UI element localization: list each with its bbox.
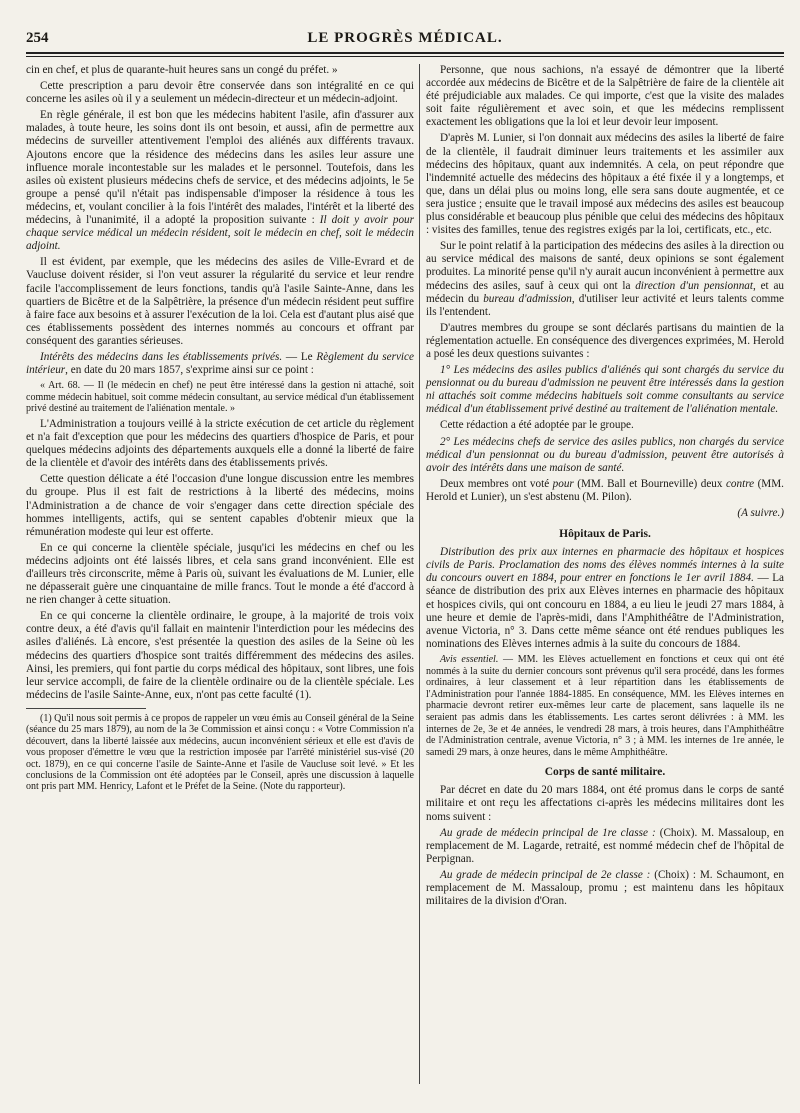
paragraph: D'après M. Lunier, si l'on donnait aux médecins des asiles la liberté de faire de la clientèle, il faudrait diminuer leurs traitements et les assimiler aux médecins des hôpitaux, quant aux indemnités. A cela, on peut répondre que l'indemnité actuelle des médecins des hôpitaux a été fixée il y a longtemps, et que, dans un délai plus ou moins long, elle sera sans doute augmentée, et ce sera justice ; ensuite que le travail imposé aux médecins des asiles est beaucoup plus considérable et beaucoup plus pénible que celui des médecins des hôpitaux : visites des familles, tenue des registres exigés par la loi, certificats, etc., etc.	[426, 132, 784, 237]
paragraph	[426, 869, 784, 908]
grade-label: Au grade de médecin principal de 2e classe :	[440, 868, 651, 881]
italic-term: pour	[552, 477, 574, 490]
paragraph-text: Sur le point relatif à la participation des médecins des asiles à la direction ou au service médical des maisons de santé, deux opinions se sont également produites. La minorité pense qu'il n'y aurait aucun inconvénient à permettre aux médecins des asiles, sauf à ceux qui ont la	[426, 240, 784, 292]
footnote: (1) Qu'il nous soit permis à ce propos de rappeler un vœu émis au Conseil général de la Seine (séance du 25 mars 1879), au nom de la 3e Commission et ainsi conçu : « Votre Commission n'a découvert, dans la liberté laissée aux médecins, aucun inconvénient sérieux et elle est d'avis de vous proposer d'émettre le vœu que la restriction imposée par l'arrêté ministériel sus-visé (20 oct. 1879), en ce qui concerne l'asile de Sainte-Anne et l'asile de Vaucluse soit levé. » Et les conclusions de la Commission ont été adoptées par le Conseil, après une discussion à laquelle ont pris part MM. Henricy, Lafont et le Préfet de la Seine. (Note du rapporteur).	[26, 712, 414, 793]
question-2: 2° Les médecins chefs de service des asiles publics, non chargés du service médical d'un pensionnat ou du bureau d'admission, peuvent être autorisés à avoir des intérêts dans une maison de santé.	[426, 435, 784, 474]
paragraph: Il est évident, par exemple, que les médecins des asiles de Ville-Evrard et de Vaucluse doivent résider, si l'on veut assurer la régularité du service et leur rendre facile l'accomplissement de leurs fonctions, tandis qu'à l'asile Sainte-Anne, dans les quartiers de Bicêtre et de la Salpêtrière, la présence d'un médecin résident peut suffire à faire face aux besoins et à assurer l'exécution de la loi. Cela est d'autant plus aisé que ces établissements possèdent des internes nommés au concours et offrant par conséquent des garanties sérieuses.	[26, 256, 414, 347]
paragraph: Cette rédaction a été adoptée par le groupe.	[440, 419, 634, 432]
paragraph: En ce qui concerne la clientèle ordinaire, le groupe, à la majorité de trois voix contre deux, a été d'avis qu'il fallait en maintenir l'interdiction pour les médecins des asiles d'aliénés. Là encore, s'est présentée la question des asiles de la Seine où les médecins des quartiers d'hospice sont traités différemment des médecins des asiles. Ainsi, les premiers, qui font partie du corps médical des hôpitaux, sont libres, une fois leur service accompli, de faire de la clientèle ordinaire ou de la clientèle spéciale. Les médecins de l'asile Sainte-Anne, eux, n'ont pas cette faculté (1).	[26, 610, 414, 701]
paragraph: Personne, que nous sachions, n'a essayé de démontrer que la liberté accordée aux médecins de Bicêtre et de la Salpêtrière de faire de la clientèle ait été préjudiciable aux malades. Ce qui importe, c'est que la visite des malades soit faite régulièrement et avec soin, et que les médecins remplissent exactement les obligations que la loi et leur devoir leur imposent.	[426, 64, 784, 129]
proposition-text: Il doit y avoir pour chaque service médical un médecin résident, soit le médecin en chef, soit le médecin adjoint.	[26, 214, 414, 253]
paragraph-text: , en date du 20 mars 1857, s'exprime ainsi sur ce point :	[65, 364, 314, 377]
italic-term: contre	[725, 477, 755, 490]
grade-label: Au grade de médecin principal de 1re classe :	[440, 826, 656, 839]
paragraph: L'Administration a toujours veillé à la stricte exécution de cet article du règlement et n'a fait d'exception que pour les médecins des quartiers d'hospice de Paris, et pour quelques médecins adjoints des départements auxquels elle a donné la liberté de faire de la clientèle et d'avoir des intérêts dans des établissements privés.	[26, 417, 414, 470]
notice-label: Avis essentiel.	[440, 653, 499, 665]
section-title-hopitaux: Hôpitaux de Paris.	[559, 528, 651, 541]
paragraph: En ce qui concerne la clientèle spéciale, jusqu'ici les médecins en chef ou les médecins adjoints ont été laissés libres, et cela sans grand inconvénient. Elle est d'ailleurs très circonscrite, même à Paris où, suivant les évaluations de M. Lunier, elle ne dépasserait guère une cinquantaine de mille francs. Tout le monde a été d'accord à ne rien changer à cette situation.	[26, 541, 414, 607]
paragraph-text: — MM. les Elèves actuellement en fonctions et ceux qui ont été nommés à la suite du dernier concours sont prévenus qu'il sera procédé, dans les formes ordinaires, à leur classement et à leur répartition dans les établissements de l'Administration pour l'année 1884-1885. En conséquence, MM. les Elèves internes en pharmacie devront retirer eux-mêmes leur carte de placement, sans laquelle ils ne seraient pas admis dans les établissements. Les cartes seront délivrées : à MM. les internes de 2e, 3e et 4e années, le vendredi 28 mars, à trois heures, dans l'Amphithéâtre de l'Administration centrale, avenue Victoria, n° 3 ; à MM. les internes de 1re année, le samedi 29 mars, à onze heures, dans le même Amphithéâtre.	[426, 653, 785, 758]
header-rule	[26, 52, 784, 54]
paragraph	[426, 240, 784, 319]
paragraph-text: , et au médecin du	[426, 279, 785, 305]
paragraph-text: (MM. Ball et Bourneville) deux	[573, 477, 726, 490]
left-column	[26, 64, 414, 793]
paragraph	[426, 827, 784, 866]
a-suivre: (A suivre.)	[737, 507, 784, 519]
page-header	[26, 30, 784, 52]
paragraph-text: En règle générale, il est bon que les médecins habitent l'asile, afin d'assurer aux malades, à toute heure, les soins dont ils ont besoin, et aussi, afin de permettre aux médecins de surveiller attentivement l'emploi des aliénés aux différents travaux. Ajoutons encore que la résidence des médecins dans les asiles leur assure une influence morale incontestable sur les malades et le personnel. Toutefois, dans les asiles où existent plusieurs médecins chefs de service, et des médecins adjoints, le 5e groupe a pensé qu'il n'était pas indispensable d'imposer la résidence à tous les médecins, et, voulant concilier à la fois l'intérêt des malades, l'intérêt et la liberté des médecins, à l'unanimité, il a adopté la proposition suivante :	[26, 109, 414, 227]
paragraph-text: (Choix) : M. Schaumont, en remplacement de M. Massaloup, promu ; est maintenu dans les hôpitaux militaires de la division d'Oran.	[426, 868, 784, 908]
paragraph-text: — Le	[282, 350, 317, 363]
footnote-rule	[26, 708, 146, 709]
regulation-title: Règlement du service intérieur	[26, 350, 414, 377]
paragraph	[426, 478, 784, 504]
paragraph	[426, 546, 784, 651]
paragraph: Cette prescription a paru devoir être conservée dans son intégralité en ce qui concerne les asiles où il y a seulement un médecin-directeur et un médecin-adjoint.	[26, 80, 414, 106]
paragraph: cin en chef, et plus de quarante-huit heures sans un congé du préfet. »	[26, 64, 338, 76]
paragraph: Cette question délicate a été l'occasion d'une longue discussion entre les membres du groupe. Plus il est fait de restrictions à la liberté des médecins, moins l'Administration a de chance de voir s'engager dans cette direction spéciale des hommes intelligents, actifs, qui se sentent capables d'obtenir mieux que la rémunération modeste qui leur est offerte.	[26, 473, 414, 538]
section-title-corps-sante: Corps de santé militaire.	[544, 766, 666, 779]
section-heading: Intérêts des médecins dans les établissements privés.	[40, 350, 283, 363]
announcement-title: Distribution des prix aux internes en pharmacie des hôpitaux et hospices civils de Paris. Proclamation des noms des élèves nommés internes à la suite du concours ouvert en 1884, pour entrer en fonctions le 1er avril 1884.	[426, 546, 784, 585]
quoted-article: « Art. 68. — Il (le médecin en chef) ne peut être intéressé dans la gestion ni attaché, soit comme médecin habituel, soit comme médecin consultant, au service médical d'un établissement privé destiné au traitement de l'aliénation mentale. »	[26, 380, 414, 415]
paragraph: Par décret en date du 20 mars 1884, ont été promus dans le corps de santé militaire et ont reçu les affectations ci-après les médecins militaires dont les noms suivent :	[426, 784, 784, 823]
journal-title: LE PROGRÈS MÉDICAL.	[307, 30, 503, 46]
paragraph-text: Deux membres ont voté	[440, 477, 553, 490]
paragraph-text: (MM. Herold et Lunier), un s'est abstenu (M. Pilon).	[426, 477, 784, 503]
italic-term: bureau d'admission	[483, 292, 572, 305]
paragraph	[26, 351, 414, 377]
header-rule-thin	[26, 56, 784, 57]
paragraph-text: , d'utiliser leur activité et leurs talents comme ils l'entendent.	[426, 292, 784, 318]
page-number: 254	[26, 30, 49, 46]
right-column	[426, 64, 784, 911]
paragraph	[426, 654, 784, 758]
italic-term: direction d'un pensionnat	[635, 279, 754, 292]
paragraph	[26, 109, 414, 253]
paragraph-text: — La séance de distribution des prix aux Elèves internes en pharmacie des hôpitaux et hospices civils, qui ont concouru en 1884, a eu lieu le jeudi 27 mars 1884, à une heure et demie de l'après-midi, dans l'Amphithéâtre de l'Administration, avenue Victoria, n° 3. Dans cette même séance ont été rendues publiques les nominations des Elèves internes admis à la suite du concours de 1884.	[426, 572, 784, 650]
paragraph-text: (Choix). M. Massaloup, en remplacement de M. Lagarde, retraité, est nommé médecin chef de l'hôpital de Perpignan.	[426, 826, 784, 865]
paragraph: D'autres membres du groupe se sont déclarés partisans du maintien de la réglementation actuelle. En conséquence des divergences exprimées, M. Herold a posé les deux questions suivantes :	[426, 321, 784, 360]
question-1: 1° Les médecins des asiles publics d'aliénés qui sont chargés du service du pensionnat ou du bureau d'admission ne peuvent être intéressés dans la gestion ni attachés soit comme médecins habituels soit comme consultants au service médical d'un établissement privé destiné au traitement de l'aliénation mentale.	[426, 364, 784, 416]
column-divider	[419, 64, 420, 1084]
